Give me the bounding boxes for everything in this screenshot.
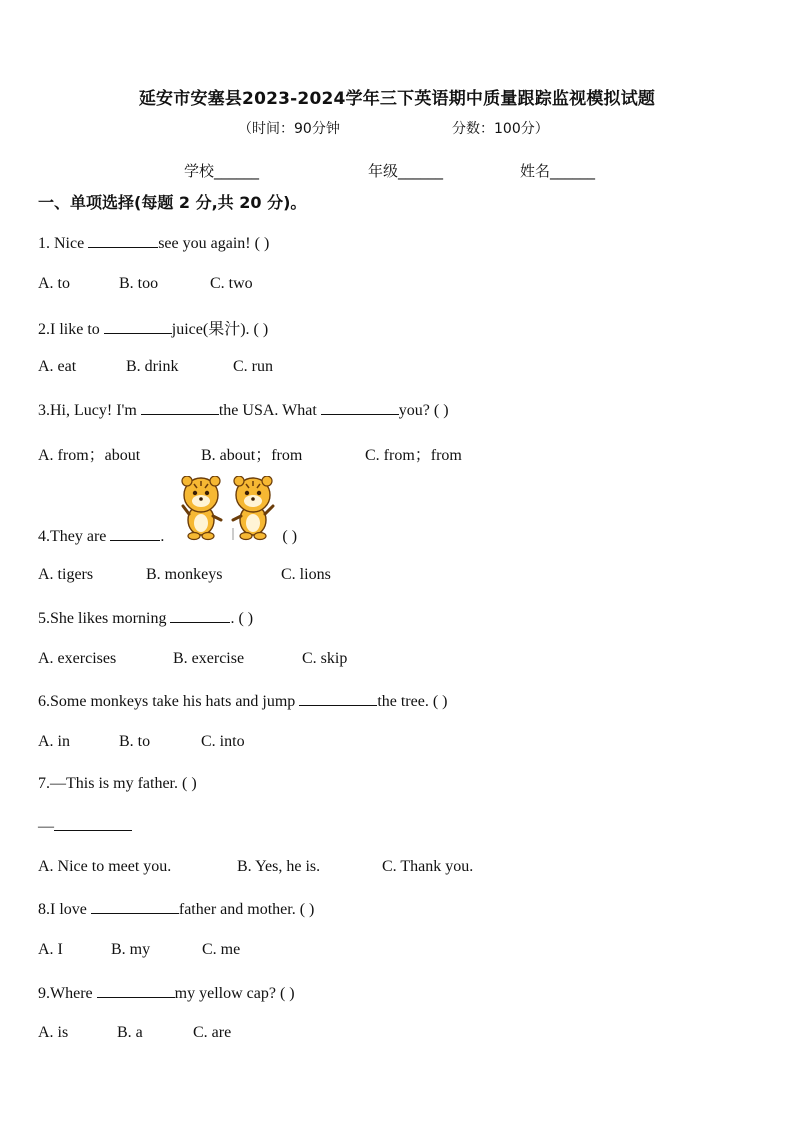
- option-b[interactable]: B. exercise: [173, 650, 245, 667]
- answer-blank[interactable]: [299, 691, 377, 706]
- question-3: 3.Hi, Lucy! I'm the USA. What you? ( ): [38, 402, 449, 419]
- answer-blank[interactable]: [97, 983, 175, 998]
- option-c[interactable]: C. Thank you.: [382, 858, 474, 875]
- option-c[interactable]: C. are: [193, 1024, 232, 1041]
- school-field[interactable]: 学校______: [184, 162, 260, 180]
- section-title: 一、单项选择(每题 2 分,共 20 分)。: [38, 193, 307, 212]
- option-a[interactable]: A. exercises: [38, 650, 117, 667]
- question-3-options: [38, 442, 462, 465]
- question-5-options: [38, 650, 347, 668]
- exam-title: 延安市安塞县2023-2024学年三下英语期中质量跟踪监视模拟试题: [138, 89, 656, 109]
- option-a[interactable]: A. from；about: [38, 447, 141, 464]
- option-a[interactable]: A. to: [38, 275, 70, 292]
- question-7-reply: —: [38, 816, 132, 836]
- option-a[interactable]: A. I: [38, 941, 63, 958]
- answer-blank[interactable]: [91, 899, 179, 914]
- answer-blank[interactable]: [141, 400, 219, 415]
- question-2: 2.I like to juice(果汁). ( ): [38, 321, 269, 338]
- question-5: 5.She likes morning . ( ): [38, 610, 254, 627]
- question-2-options: [38, 358, 273, 376]
- grade-field[interactable]: 年级______: [368, 162, 444, 180]
- tiger-icon: [182, 476, 221, 540]
- exam-score: 分数：100分）: [452, 121, 549, 137]
- option-c[interactable]: C. into: [201, 733, 245, 750]
- question-6-options: [38, 733, 245, 751]
- option-b[interactable]: B. to: [119, 733, 151, 750]
- question-8-options: [38, 941, 240, 959]
- option-a[interactable]: A. is: [38, 1024, 69, 1041]
- option-a[interactable]: A. in: [38, 733, 70, 750]
- option-c[interactable]: C. me: [202, 941, 241, 958]
- question-9-options: [38, 1024, 231, 1042]
- option-a[interactable]: A. eat: [38, 358, 77, 375]
- option-c[interactable]: C. two: [210, 275, 253, 292]
- question-6: 6.Some monkeys take his hats and jump the tree. ( ): [38, 693, 448, 710]
- question-7-options: [38, 858, 473, 876]
- option-a[interactable]: A. Nice to meet you.: [38, 858, 172, 875]
- option-c[interactable]: C. run: [233, 358, 273, 375]
- option-b[interactable]: B. Yes, he is.: [237, 858, 321, 875]
- option-b[interactable]: B. drink: [126, 358, 179, 375]
- question-9: 9.Where my yellow cap? ( ): [38, 985, 295, 1002]
- tiger-icon: [233, 476, 273, 540]
- answer-blank[interactable]: [110, 526, 160, 541]
- option-a[interactable]: A. tigers: [38, 566, 94, 583]
- answer-blank[interactable]: [321, 400, 399, 415]
- question-1: 1. Nice see you again! ( ): [38, 235, 270, 252]
- question-7: 7.—This is my father. ( ): [38, 775, 197, 792]
- question-4-options: [38, 566, 331, 584]
- answer-blank[interactable]: [170, 608, 230, 623]
- tiger-image: [177, 476, 281, 542]
- name-field[interactable]: 姓名______: [520, 162, 596, 180]
- question-8: 8.I love father and mother. ( ): [38, 901, 315, 918]
- answer-blank[interactable]: [54, 816, 132, 831]
- option-b[interactable]: B. my: [111, 941, 151, 958]
- option-c[interactable]: C. skip: [302, 650, 348, 667]
- option-c[interactable]: C. from；from: [365, 447, 462, 464]
- exam-time: （时间：90分钟: [238, 121, 340, 137]
- option-c[interactable]: C. lions: [281, 566, 331, 583]
- option-b[interactable]: B. about；from: [201, 447, 303, 464]
- question-1-options: [38, 275, 253, 293]
- option-b[interactable]: B. too: [119, 275, 159, 292]
- answer-blank[interactable]: [88, 233, 158, 248]
- option-b[interactable]: B. monkeys: [146, 566, 223, 583]
- option-b[interactable]: B. a: [117, 1024, 143, 1041]
- answer-blank[interactable]: [104, 319, 172, 334]
- question-4: 4.They are . ( ): [38, 528, 298, 545]
